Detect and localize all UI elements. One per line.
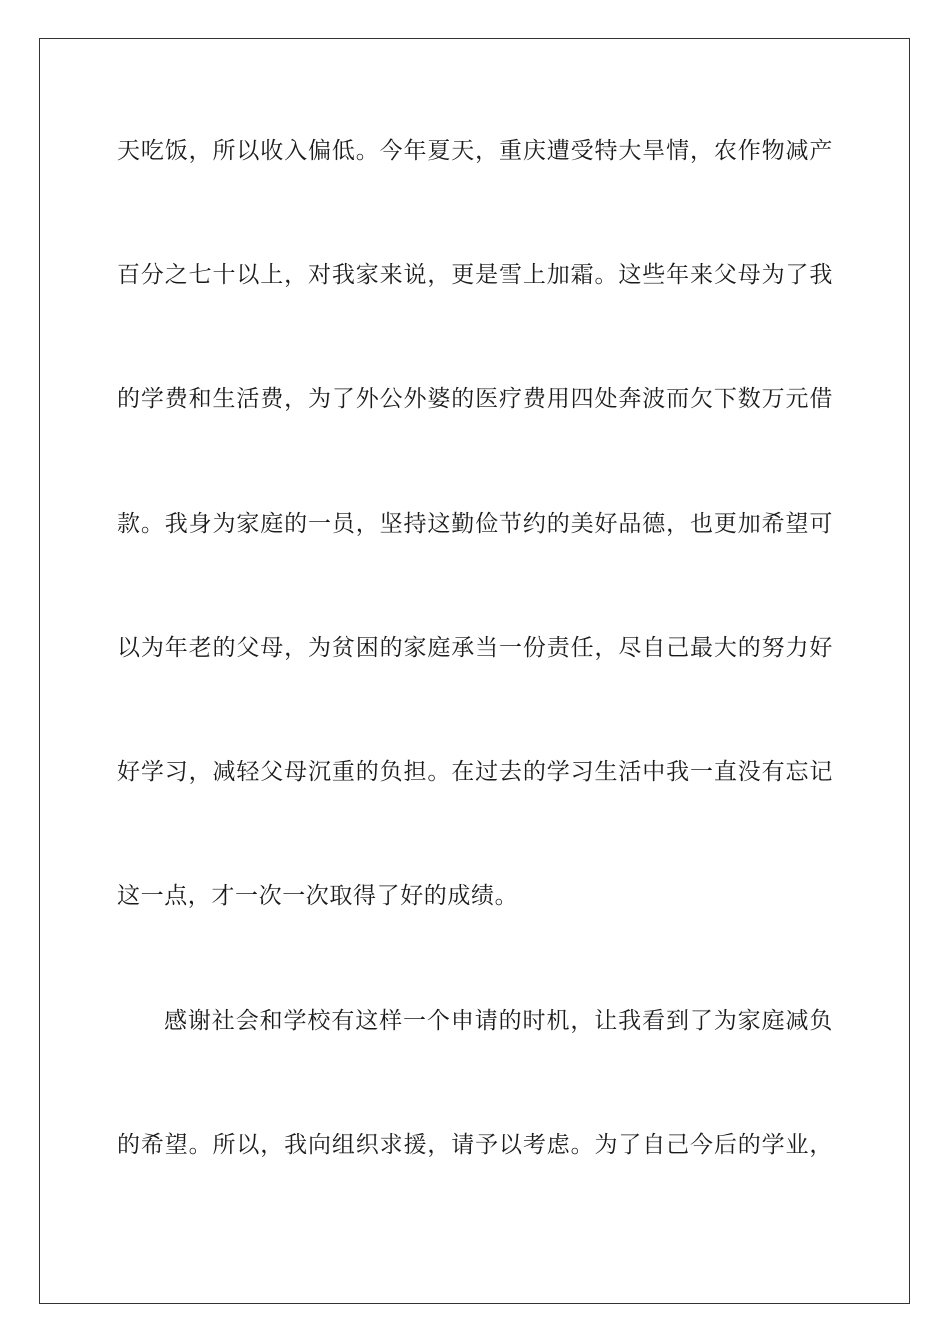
- text-line: 天吃饭，所以收入偏低。今年夏天，重庆遭受特大旱情，农作物减产: [117, 138, 833, 164]
- text-line: 以为年老的父母，为贫困的家庭承当一份责任，尽自己最大的努力好: [117, 635, 833, 661]
- text-line: 的希望。所以，我向组织求援，请予以考虑。为了自己今后的学业，: [117, 1132, 833, 1158]
- text-line: 百分之七十以上，对我家来说，更是雪上加霜。这些年来父母为了我: [117, 262, 833, 288]
- text-line: 的学费和生活费，为了外公外婆的医疗费用四处奔波而欠下数万元借: [117, 386, 833, 412]
- text-line: 款。我身为家庭的一员，坚持这勤俭节约的美好品德，也更加希望可: [117, 511, 833, 537]
- text-line: 感谢社会和学校有这样一个申请的时机，让我看到了为家庭减负: [164, 1008, 833, 1034]
- page-border: [39, 38, 910, 1304]
- text-line: 好学习，减轻父母沉重的负担。在过去的学习生活中我一直没有忘记: [117, 759, 833, 785]
- text-line: 这一点，才一次一次取得了好的成绩。: [117, 883, 519, 909]
